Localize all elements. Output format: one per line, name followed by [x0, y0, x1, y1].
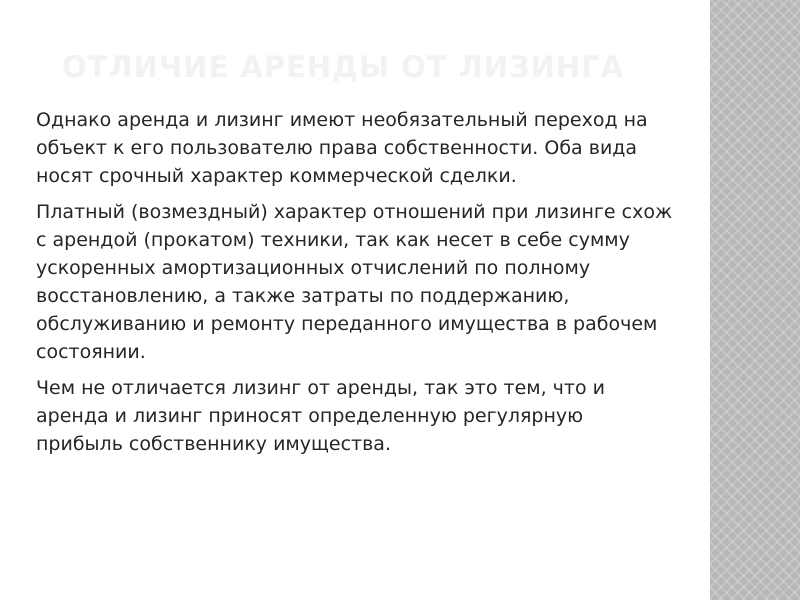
slide-body	[36, 106, 676, 466]
paragraph-3: Чем не отличается лизинг от аренды, так это тем, что и аренда и лизинг приносят определенную регулярную прибыль собственнику имущества.	[36, 377, 605, 455]
paragraph-2: Платный (возмездный) характер отношений при лизинге схож с арендой (прокатом) техники, так как несет в себе сумму ускоренных амортизационных отчислений по полному восстановлению, а также затраты по поддержанию, обслуживанию и ремонту переданного имущества в рабочем состоянии.	[36, 201, 673, 363]
decorative-side-pattern	[710, 0, 800, 600]
slide-title: ОТЛИЧИЕ АРЕНДЫ ОТ ЛИЗИНГА	[62, 50, 625, 84]
paragraph-1: Однако аренда и лизинг имеют необязательный переход на объект к его пользователю права собственности. Оба вида носят срочный характер коммерческой сделки.	[36, 109, 648, 187]
